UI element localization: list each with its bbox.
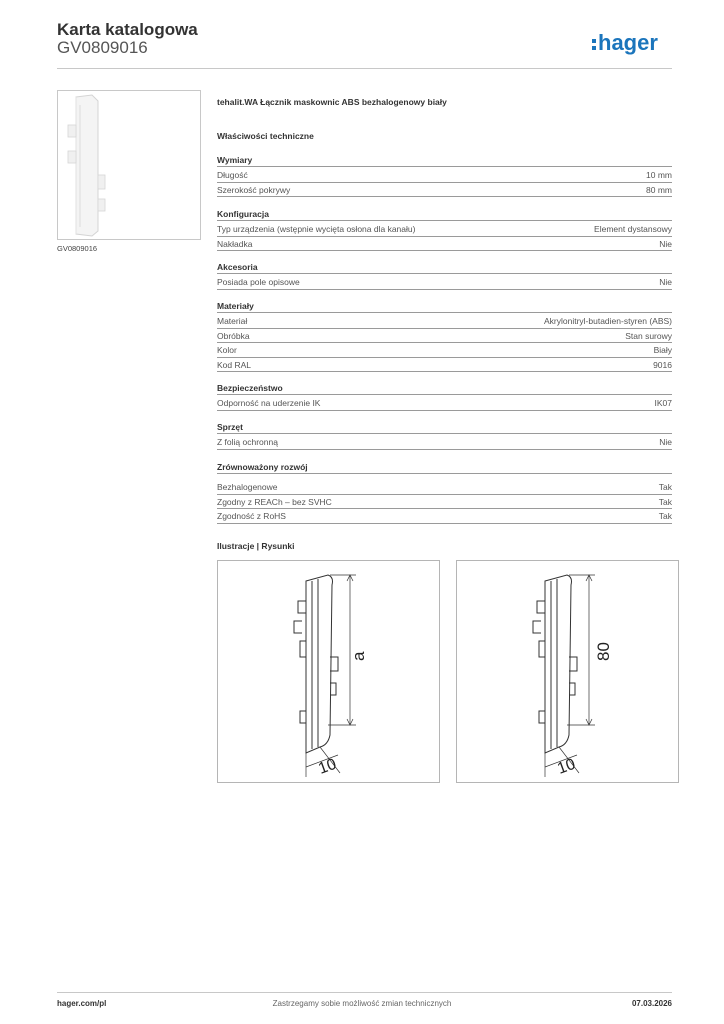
- spec-value: 10 mm: [646, 170, 672, 180]
- thumbnail-caption: GV0809016: [57, 244, 98, 253]
- spec-value: Biały: [653, 345, 672, 355]
- spec-label: Bezhalogenowe: [217, 482, 278, 492]
- spec-row: [217, 275, 672, 290]
- spec-value: Nie: [659, 437, 672, 447]
- product-thumbnail: [57, 90, 201, 240]
- spec-label: Posiada pole opisowe: [217, 277, 300, 287]
- product-image: [58, 91, 200, 239]
- spec-value: Element dystansowy: [594, 224, 672, 234]
- section-title: Konfiguracja: [217, 208, 672, 221]
- section-sustainability: [217, 461, 672, 524]
- spec-label: Kod RAL: [217, 359, 252, 370]
- spec-row: [217, 480, 672, 495]
- section-safety: [217, 382, 672, 411]
- spec-label: Kolor: [217, 345, 237, 355]
- spec-value: Tak: [658, 496, 672, 507]
- technical-drawing-1: [217, 560, 440, 783]
- product-name: tehalit.WA Łącznik maskownic ABS bezhalogenowy biały: [217, 97, 447, 107]
- spec-value: IK07: [654, 398, 672, 408]
- technical-drawing-2: [456, 560, 679, 783]
- drawing-svg: [457, 561, 678, 782]
- spec-label: Obróbka: [217, 330, 250, 341]
- spec-label: Szerokość pokrywy: [217, 184, 291, 195]
- tech-properties-title: Właściwości techniczne: [217, 131, 314, 141]
- section-accessories: [217, 261, 672, 290]
- drawing-svg: [218, 561, 439, 782]
- section-title: Materiały: [217, 300, 672, 313]
- spec-row: [217, 358, 672, 373]
- section-equipment: [217, 421, 672, 450]
- section-title: Zrównoważony rozwój: [217, 461, 672, 474]
- spec-value: 80 mm: [646, 184, 672, 195]
- spec-value: Akrylonitryl-butadien-styren (ABS): [543, 316, 672, 326]
- hager-logo: [592, 27, 674, 59]
- spec-row: [217, 329, 672, 344]
- footer-date: 07.03.2026: [631, 999, 672, 1008]
- spec-row: [217, 396, 672, 411]
- spec-label: Zgodny z REACh – bez SVHC: [217, 496, 332, 507]
- spec-row: [217, 168, 672, 183]
- spec-row: [217, 509, 672, 524]
- section-title: Bezpieczeństwo: [217, 382, 672, 395]
- section-materials: [217, 300, 672, 372]
- width-dimension-label: 10: [316, 755, 339, 778]
- illustrations-title: Ilustracje | Rysunki: [217, 541, 295, 551]
- section-dimensions: [217, 154, 672, 197]
- product-code: GV0809016: [57, 38, 148, 57]
- spec-row: [217, 237, 672, 252]
- spec-value: 9016: [653, 359, 672, 370]
- footer-website-link[interactable]: hager.com/pl: [57, 999, 107, 1008]
- section-title: Sprzęt: [217, 421, 672, 434]
- spec-label: Zgodność z RoHS: [217, 511, 286, 521]
- spec-row: [217, 495, 672, 510]
- spec-value: Nie: [659, 277, 672, 287]
- page-title: Karta katalogowa: [57, 20, 198, 39]
- spec-label: Materiał: [217, 316, 248, 326]
- section-title: Akcesoria: [217, 261, 672, 274]
- height-dimension-label: 80: [594, 642, 613, 661]
- spec-value: Stan surowy: [625, 330, 672, 341]
- width-dimension-label: 10: [555, 755, 578, 778]
- svg-text:hager: hager: [598, 30, 658, 55]
- header-divider: [57, 68, 672, 69]
- spec-row: [217, 314, 672, 329]
- spec-label: Długość: [217, 170, 248, 180]
- footer-divider: [57, 992, 672, 993]
- height-dimension-label: a: [349, 651, 368, 661]
- spec-row: [217, 183, 672, 198]
- spec-label: Nakładka: [217, 238, 253, 249]
- spec-value: Tak: [658, 511, 672, 521]
- section-title: Wymiary: [217, 154, 672, 167]
- spec-label: Typ urządzenia (wstępnie wycięta osłona dla kanału): [217, 224, 416, 234]
- spec-row: [217, 435, 672, 450]
- spec-label: Odporność na uderzenie IK: [217, 398, 321, 408]
- spec-row: [217, 343, 672, 358]
- spec-label: Z folią ochronną: [217, 437, 278, 447]
- spec-value: Tak: [658, 482, 672, 492]
- spec-value: Nie: [659, 238, 672, 249]
- spec-row: [217, 222, 672, 237]
- footer-disclaimer: Zastrzegamy sobie możliwość zmian technicznych: [272, 999, 452, 1008]
- section-configuration: [217, 208, 672, 251]
